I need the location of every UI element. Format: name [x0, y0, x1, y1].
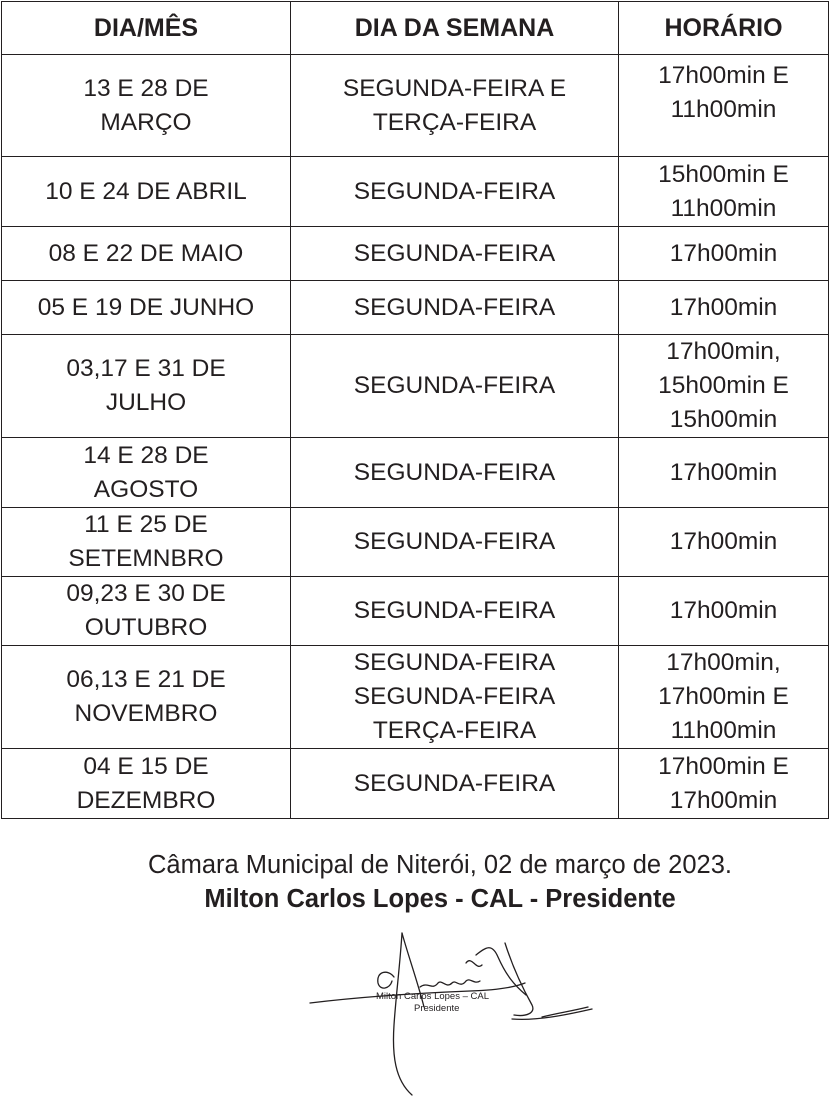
- cell-dia-mes: 13 E 28 DE MARÇO: [2, 55, 291, 157]
- cell-horario: 17h00min, 15h00min E 15h00min: [619, 335, 829, 438]
- cell-dia-semana: SEGUNDA-FEIRA: [291, 227, 619, 281]
- cell-horario: 17h00min: [619, 438, 829, 508]
- cell-horario: 17h00min: [619, 508, 829, 577]
- table-row: [2, 508, 829, 577]
- table-row: [2, 438, 829, 508]
- cell-horario: 17h00min: [619, 227, 829, 281]
- cell-dia-semana: SEGUNDA-FEIRA: [291, 438, 619, 508]
- cell-horario: 17h00min E 17h00min: [619, 749, 829, 819]
- signature-name-text: Milton Carlos Lopes – CAL: [376, 991, 489, 1002]
- cell-horario: 17h00min, 17h00min E 11h00min: [619, 646, 829, 749]
- table-row: [2, 335, 829, 438]
- cell-dia-semana: SEGUNDA-FEIRA: [291, 749, 619, 819]
- cell-dia-semana: SEGUNDA-FEIRA: [291, 335, 619, 438]
- header-dia-da-semana: DIA DA SEMANA: [291, 2, 619, 55]
- header-row: [2, 2, 829, 55]
- table-row: [2, 281, 829, 335]
- table-row: [2, 646, 829, 749]
- cell-horario: 17h00min: [619, 577, 829, 646]
- cell-dia-mes: 08 E 22 DE MAIO: [2, 227, 291, 281]
- cell-dia-mes: 04 E 15 DE DEZEMBRO: [2, 749, 291, 819]
- handwritten-signature: [300, 925, 600, 1100]
- cell-dia-semana: SEGUNDA-FEIRA: [291, 281, 619, 335]
- cell-horario: 17h00min: [619, 281, 829, 335]
- cell-horario: 17h00min E 11h00min: [619, 55, 829, 157]
- cell-dia-mes: 03,17 E 31 DE JULHO: [2, 335, 291, 438]
- cell-dia-semana: SEGUNDA-FEIRA: [291, 157, 619, 227]
- schedule-table: [1, 1, 829, 819]
- cell-dia-mes: 10 E 24 DE ABRIL: [2, 157, 291, 227]
- cell-dia-mes: 09,23 E 30 DE OUTUBRO: [2, 577, 291, 646]
- header-horario: HORÁRIO: [619, 2, 829, 55]
- header-dia-mes: DIA/MÊS: [2, 2, 291, 55]
- cell-horario: 15h00min E 11h00min: [619, 157, 829, 227]
- cell-dia-semana: SEGUNDA-FEIRA: [291, 508, 619, 577]
- table-row: [2, 227, 829, 281]
- table-row: [2, 749, 829, 819]
- table-row: [2, 577, 829, 646]
- cell-dia-semana: SEGUNDA-FEIRA E TERÇA-FEIRA: [291, 55, 619, 157]
- table-row: [2, 55, 829, 157]
- place-date-line: Câmara Municipal de Niterói, 02 de março de 2023.: [148, 851, 732, 879]
- cell-dia-semana: SEGUNDA-FEIRA SEGUNDA-FEIRA TERÇA-FEIRA: [291, 646, 619, 749]
- signature-title-text: Presidente: [414, 1003, 460, 1014]
- cell-dia-semana: SEGUNDA-FEIRA: [291, 577, 619, 646]
- cell-dia-mes: 11 E 25 DE SETEMNBRO: [2, 508, 291, 577]
- cell-dia-mes: 14 E 28 DE AGOSTO: [2, 438, 291, 508]
- table-row: [2, 157, 829, 227]
- cell-dia-mes: 06,13 E 21 DE NOVEMBRO: [2, 646, 291, 749]
- signer-line: Milton Carlos Lopes - CAL - Presidente: [204, 885, 676, 913]
- cell-dia-mes: 05 E 19 DE JUNHO: [2, 281, 291, 335]
